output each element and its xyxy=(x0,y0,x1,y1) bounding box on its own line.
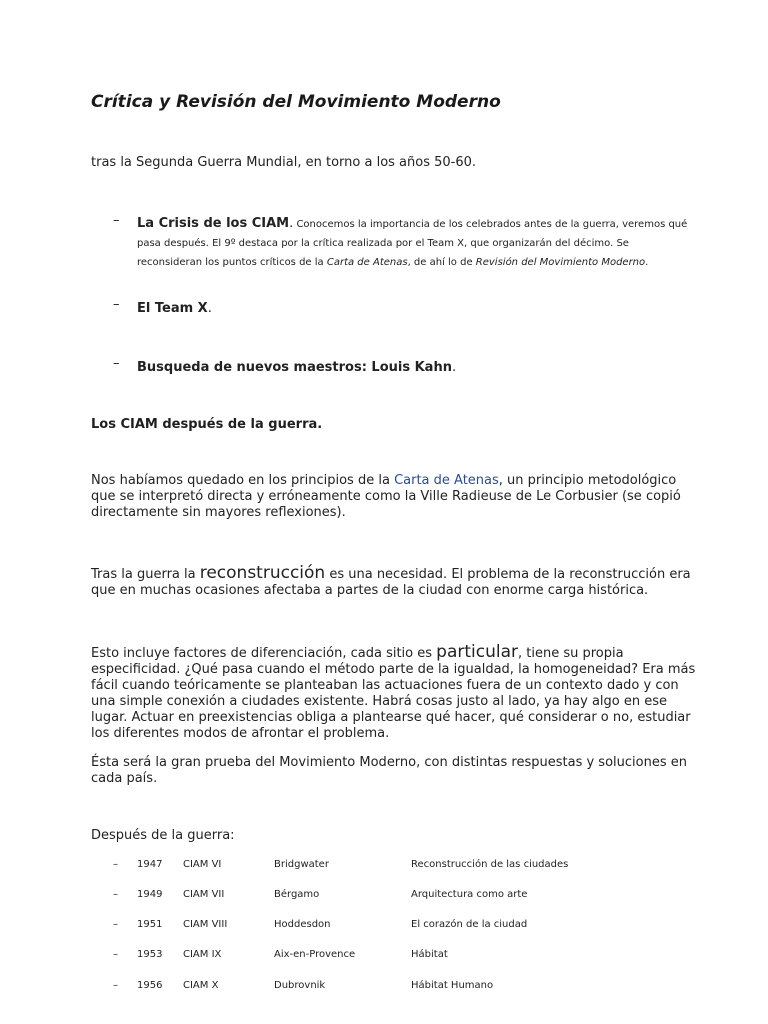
paragraph-particular xyxy=(91,644,696,742)
city-cell: Bérgamo xyxy=(274,889,320,900)
bullet-item-crisis-ciam xyxy=(137,212,697,269)
city-cell: Aix-en-Provence xyxy=(274,949,356,960)
bullet-punct: . xyxy=(451,360,457,375)
ciam-name-cell: CIAM VIII xyxy=(183,919,228,930)
carta-atenas-link[interactable]: Carta de Atenas xyxy=(394,473,499,488)
table-row xyxy=(113,949,633,963)
theme-cell: Reconstrucción de las ciudades xyxy=(411,859,569,870)
paragraph-text: , un principio metodológico que se interpretó directa y erróneamente como la Ville Radieuse de Le Corbusier (se copió directamente sin mayores reflexiones). xyxy=(91,473,681,520)
theme-cell: Hábitat xyxy=(411,949,448,960)
bullet-heading: Busqueda de nuevos maestros: Louis Kahn xyxy=(137,360,452,375)
ciam-name-cell: CIAM VI xyxy=(183,859,222,870)
table-row xyxy=(113,980,633,994)
ciam-name-cell: CIAM X xyxy=(183,980,219,991)
emphasized-word: particular xyxy=(436,642,518,662)
theme-cell: Arquitectura como arte xyxy=(411,889,528,900)
year-cell: 1951 xyxy=(137,919,163,930)
bullet-emphasis: Revisión del Movimiento Moderno xyxy=(475,257,646,268)
city-cell: Bridgwater xyxy=(274,859,329,870)
bullet-body: . xyxy=(645,257,649,268)
paragraph-text: Esto incluye factores de diferenciación, cada sitio es xyxy=(91,646,437,661)
paragraph-text: , tiene su propia especificidad. ¿Qué pasa cuando el método parte de la igualdad, la homogeneidad? Era más fácil cuando teóricamente se planteaban las actuaciones fuera de un contexto dado y con una simple conexión a ciudades existente. Habrá cosas justo al lado, ya hay algo en ese lugar. Actuar en preexistencias obliga a plantearse qué hacer, qué considerar o no, estudiar los diferentes modos de afrontar el problema. xyxy=(91,646,696,741)
year-cell: 1956 xyxy=(137,980,163,991)
year-cell: 1953 xyxy=(137,949,163,960)
bullet-marker: – xyxy=(113,213,120,228)
paragraph-text: es una necesidad. El problema de la reconstrucción era que en muchas ocasiones afectaba a partes de la ciudad con enorme carga histórica. xyxy=(91,567,691,598)
bullet-body: Conocemos la importancia de los celebrados antes de la guerra, veremos qué pasa después. El 9º destaca por la crítica realizada por el Team X, que organizarán del décimo. Se reconsideran los puntos críticos de la xyxy=(137,219,688,268)
year-cell: 1947 xyxy=(137,859,163,870)
after-war-label: Después de la guerra: xyxy=(91,828,235,843)
ciam-name-cell: CIAM IX xyxy=(183,949,222,960)
bullet-item-team-x xyxy=(137,297,697,316)
paragraph-text: Tras la guerra la xyxy=(91,567,200,582)
paragraph-reconstruccion xyxy=(91,565,696,599)
ciam-name-cell: CIAM VII xyxy=(183,889,225,900)
theme-cell: Hábitat Humano xyxy=(411,980,494,991)
bullet-heading: El Team X xyxy=(137,301,208,316)
bullet-item-louis-kahn xyxy=(137,356,697,375)
table-row xyxy=(113,859,633,873)
city-cell: Hoddesdon xyxy=(274,919,331,930)
document-title: Crítica y Revisión del Movimiento Moderno xyxy=(91,92,501,112)
table-row xyxy=(113,919,633,933)
bullet-marker: – xyxy=(113,859,118,870)
paragraph-text: Nos habíamos quedado en los principios de la xyxy=(91,473,395,488)
bullet-marker: – xyxy=(113,949,118,960)
paragraph-gran-prueba: Ésta será la gran prueba del Movimiento Moderno, con distintas respuestas y soluciones en cada país. xyxy=(91,755,687,786)
bullet-marker: – xyxy=(113,980,118,991)
section-heading: Los CIAM después de la guerra. xyxy=(91,417,323,432)
intro-paragraph: tras la Segunda Guerra Mundial, en torno a los años 50-60. xyxy=(91,155,477,170)
table-row xyxy=(113,889,633,903)
bullet-marker: – xyxy=(113,297,120,312)
bullet-marker: – xyxy=(113,356,120,371)
year-cell: 1949 xyxy=(137,889,163,900)
city-cell: Dubrovnik xyxy=(274,980,326,991)
bullet-heading: La Crisis de los CIAM xyxy=(137,216,290,231)
theme-cell: El corazón de la ciudad xyxy=(411,919,528,930)
bullet-punct: . xyxy=(207,301,212,316)
bullet-punct: . xyxy=(289,216,294,231)
emphasized-word: reconstrucción xyxy=(199,563,326,583)
bullet-emphasis: Carta de Atenas xyxy=(326,257,408,268)
paragraph-carta-atenas xyxy=(91,473,696,521)
bullet-marker: – xyxy=(113,919,118,930)
bullet-body: , de ahí lo de xyxy=(407,257,476,268)
bullet-marker: – xyxy=(113,889,118,900)
